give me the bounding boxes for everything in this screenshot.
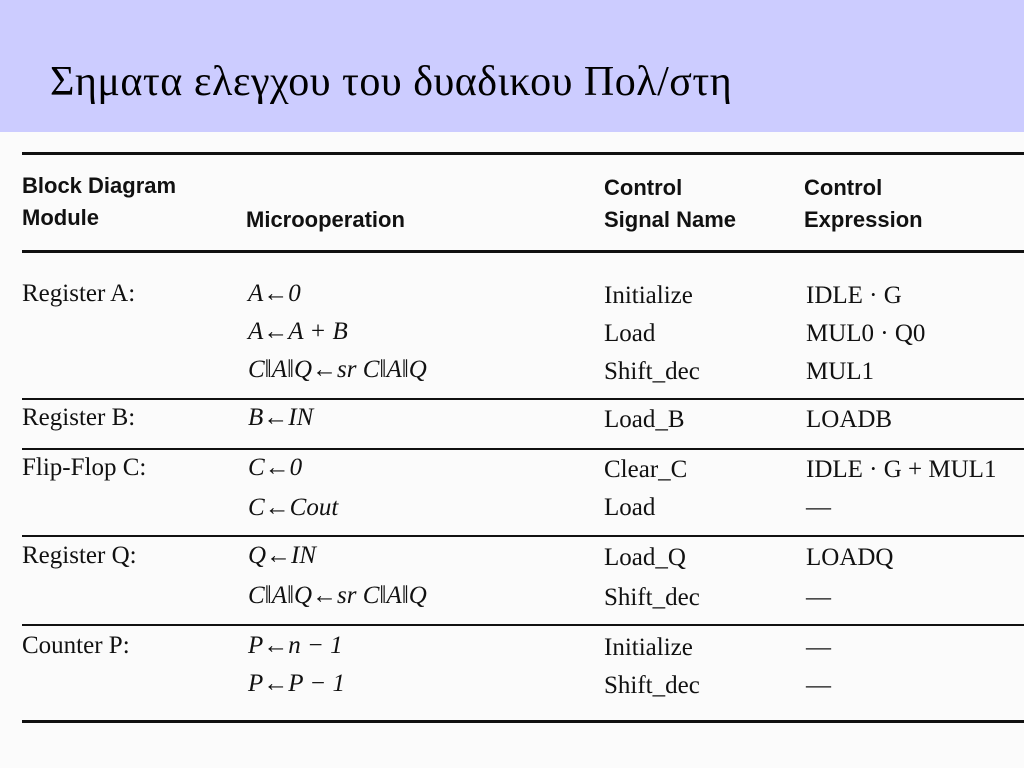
cell-signal: Load xyxy=(604,320,656,347)
header-microoperation: Microoperation xyxy=(246,207,405,232)
cell-microoperation: C←0 xyxy=(248,454,303,481)
header-expression-line1: Control xyxy=(804,175,883,200)
row-separator xyxy=(22,535,1024,537)
header-module-line1: Block Diagram xyxy=(22,173,177,198)
cell-expression: LOADB xyxy=(806,406,893,433)
cell-microoperation: A←0 xyxy=(248,280,301,307)
cell-expression: LOADQ xyxy=(806,544,894,571)
header-expression-line2: Expression xyxy=(804,207,923,232)
header-expression xyxy=(804,172,923,236)
cell-signal: Shift_dec xyxy=(604,358,700,385)
cell-microoperation: B←IN xyxy=(248,404,314,431)
cell-module: Counter P: xyxy=(22,632,130,659)
cell-signal: Load_B xyxy=(604,406,685,433)
cell-signal: Shift_dec xyxy=(604,584,700,611)
cell-expression: — xyxy=(806,494,831,521)
cell-module: Flip-Flop C: xyxy=(22,454,147,481)
cell-microoperation: P←n − 1 xyxy=(248,632,343,659)
header-rule xyxy=(22,250,1024,253)
cell-expression: MUL1 xyxy=(806,358,875,385)
cell-signal: Shift_dec xyxy=(604,672,700,699)
row-separator xyxy=(22,398,1024,400)
cell-microoperation: P←P − 1 xyxy=(248,670,345,697)
cell-module: Register B: xyxy=(22,404,136,431)
header-module-line2: Module xyxy=(22,205,99,230)
cell-signal: Initialize xyxy=(604,282,693,309)
scanned-table xyxy=(0,132,1024,768)
cell-signal: Clear_C xyxy=(604,456,688,483)
cell-expression: MUL0 · Q0 xyxy=(806,320,926,347)
cell-microoperation: C‖A‖Q←sr C‖A‖Q xyxy=(248,356,427,383)
cell-expression: — xyxy=(806,634,831,661)
cell-module: Register Q: xyxy=(22,542,137,569)
row-separator xyxy=(22,624,1024,626)
header-module xyxy=(22,170,176,234)
slide-title: Σηματα ελεγχου του δυαδικου Πολ/στη xyxy=(50,59,733,105)
cell-microoperation: Q←IN xyxy=(248,542,317,569)
cell-signal: Load_Q xyxy=(604,544,686,571)
cell-expression: IDLE · G xyxy=(806,282,902,309)
bottom-rule xyxy=(22,720,1024,723)
cell-microoperation: C‖A‖Q←sr C‖A‖Q xyxy=(248,582,427,609)
cell-microoperation: C←Cout xyxy=(248,494,339,521)
cell-expression: — xyxy=(806,672,831,699)
cell-module: Register A: xyxy=(22,280,136,307)
cell-microoperation: A←A + B xyxy=(248,318,348,345)
cell-signal: Initialize xyxy=(604,634,693,661)
header-signal xyxy=(604,172,736,236)
top-rule xyxy=(22,152,1024,155)
row-separator xyxy=(22,448,1024,450)
header-signal-line2: Signal Name xyxy=(604,207,737,232)
cell-expression: — xyxy=(806,584,831,611)
header-signal-line1: Control xyxy=(604,175,683,200)
cell-expression: IDLE · G + MUL1 xyxy=(806,456,997,483)
cell-signal: Load xyxy=(604,494,656,521)
